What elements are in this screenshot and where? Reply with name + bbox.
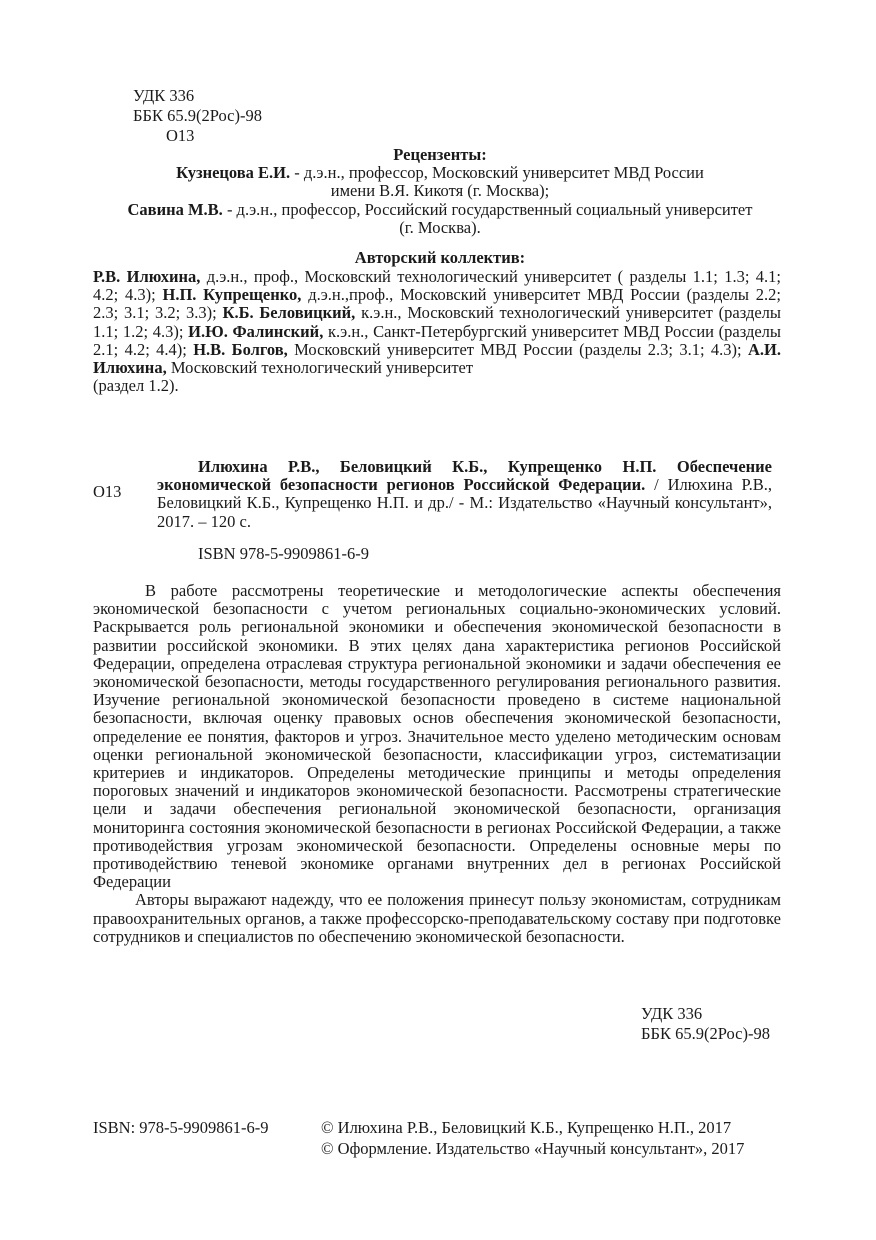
udk-block-bottom xyxy=(641,1004,770,1044)
abstract-paragraph-1: В работе рассмотрены теоретические и методологические аспекты обеспечения экономической безопасности с учетом региональных социально-экономических условий. Раскрывается роль региональной экономики и обеспечения экономической безопасности в развитии российской экономики. В этих целях дана характеристика регионов Российской Федерации, определена отраслевая структура региональной экономики и задачи обеспечения ее экономической безопасности, методы государственного регулирования регионального развития. Изучение региональной экономической безопасности проведено в системе национальной безопасности, включая оценку правовых основ обеспечения экономической безопасности, определение ее понятия, факторов и угроз. Значительное место уделено методическим основам оценки региональной экономической безопасности, классификации угроз, систематизации критериев и индикаторов. Определены методические принципы и методы определения пороговых значений и индикаторов экономической безопасности. Рассмотрены стратегические цели и задачи обеспечения региональной экономической безопасности, организация мониторинга состояния экономической безопасности в регионах Российской Федерации, а также противодействия угрозам экономической безопасности. Определены основные меры по противодействию теневой экономике органами внутренних дел в регионах Российской Федерации xyxy=(93,581,781,892)
abstract xyxy=(93,582,781,946)
reviewer-1-info: - д.э.н., профессор, Московский университет МВД России xyxy=(290,163,704,183)
author-6-info-tail: (раздел 1.2). xyxy=(93,376,179,396)
footer-isbn: ISBN: 978-5-9909861-6-9 xyxy=(93,1118,269,1137)
reviewer-1-info-cont: имени В.Я. Кикотя (г. Москва); xyxy=(330,181,550,201)
biblio-details: / Илюхина Р.В., Беловицкий К.Б., Купрещенко Н.П. и др./ - М.: Издательство «Научный консультант», 2017. – 120 с. xyxy=(157,475,772,531)
author-4-name: И.Ю. Фалинский, xyxy=(183,321,324,341)
author-mark: О13 xyxy=(166,126,195,145)
reviewer-2-name: Савина М.В. xyxy=(127,199,223,219)
udk-code: УДК 336 xyxy=(133,86,195,105)
reviewers-heading: Рецензенты: xyxy=(393,145,487,164)
author-3-info: к.э.н., Московский технологический университет (разделы 1.1; 1.2; 4.3); xyxy=(93,303,781,341)
authors-heading-wrap xyxy=(95,249,785,267)
bbk-code: ББК 65.9(2Рос)-98 xyxy=(133,106,262,125)
author-1-name: Р.В. Илюхина, xyxy=(93,267,201,286)
author-2-name: Н.П. Купрещенко, xyxy=(155,285,302,305)
author-6-name: А.И. Илюхина, xyxy=(93,339,782,378)
udk-code-bottom: УДК 336 xyxy=(641,1004,703,1023)
author-1-info: д.э.н., проф., Московский технологический университет ( разделы 1.1; 1.3; 4.1; 4.2; 4.3); xyxy=(93,267,781,305)
reviewer-2-info: - д.э.н., профессор, Российский государственный социальный университет xyxy=(222,199,753,219)
copyright-authors: © Илюхина Р.В., Беловицкий К.Б., Купрещенко Н.П., 2017 xyxy=(321,1118,732,1137)
biblio-title: Илюхина Р.В., Беловицкий К.Б., Купрещенко Н.П. Обеспечение экономической безопасности регионов Российской Федерации. xyxy=(157,457,772,495)
author-2-info: д.э.н.,проф., Московский университет МВД России (разделы 2.2; 2.3; 3.1; 3.2; 3.3); xyxy=(93,285,781,323)
author-5-info: Московский университет МВД России (разделы 2.3; 3.1; 4.3); xyxy=(287,339,742,359)
author-4-info: к.э.н., Санкт-Петербургский университет МВД России (разделы 2.1; 4.2; 4.4); xyxy=(93,321,781,359)
reviewer-2 xyxy=(95,201,785,219)
author-mark-side: О13 xyxy=(93,482,122,501)
reviewer-2-info-cont: (г. Москва). xyxy=(399,217,481,237)
bbk-code-bottom: ББК 65.9(2Рос)-98 xyxy=(641,1024,770,1043)
abstract-paragraph-2: Авторы выражают надежду, что ее положения принесут пользу экономистам, сотрудникам правоохранительных органов, а также профессорско-преподавательскому составу при подготовке сотрудников и специалистов по обеспечению экономической безопасности. xyxy=(93,890,781,946)
reviewer-1 xyxy=(95,164,785,182)
bibliographic-record xyxy=(157,458,772,531)
copyright-block xyxy=(321,1117,744,1159)
reviewer-1-name: Кузнецова Е.И. xyxy=(176,163,291,183)
author-6-info: Московский технологический университет xyxy=(166,358,474,378)
authors-list xyxy=(93,268,781,377)
isbn-line: ISBN 978-5-9909861-6-9 xyxy=(198,544,369,563)
copyright-design: © Оформление. Издательство «Научный консультант», 2017 xyxy=(321,1139,745,1158)
udk-block-top xyxy=(133,86,262,146)
reviewers-section xyxy=(95,146,785,237)
author-5-name: Н.В. Болгов, xyxy=(186,339,288,359)
authors-heading: Авторский коллектив: xyxy=(354,248,526,267)
author-3-name: К.Б. Беловицкий, xyxy=(216,303,356,323)
authors-section xyxy=(93,268,781,395)
